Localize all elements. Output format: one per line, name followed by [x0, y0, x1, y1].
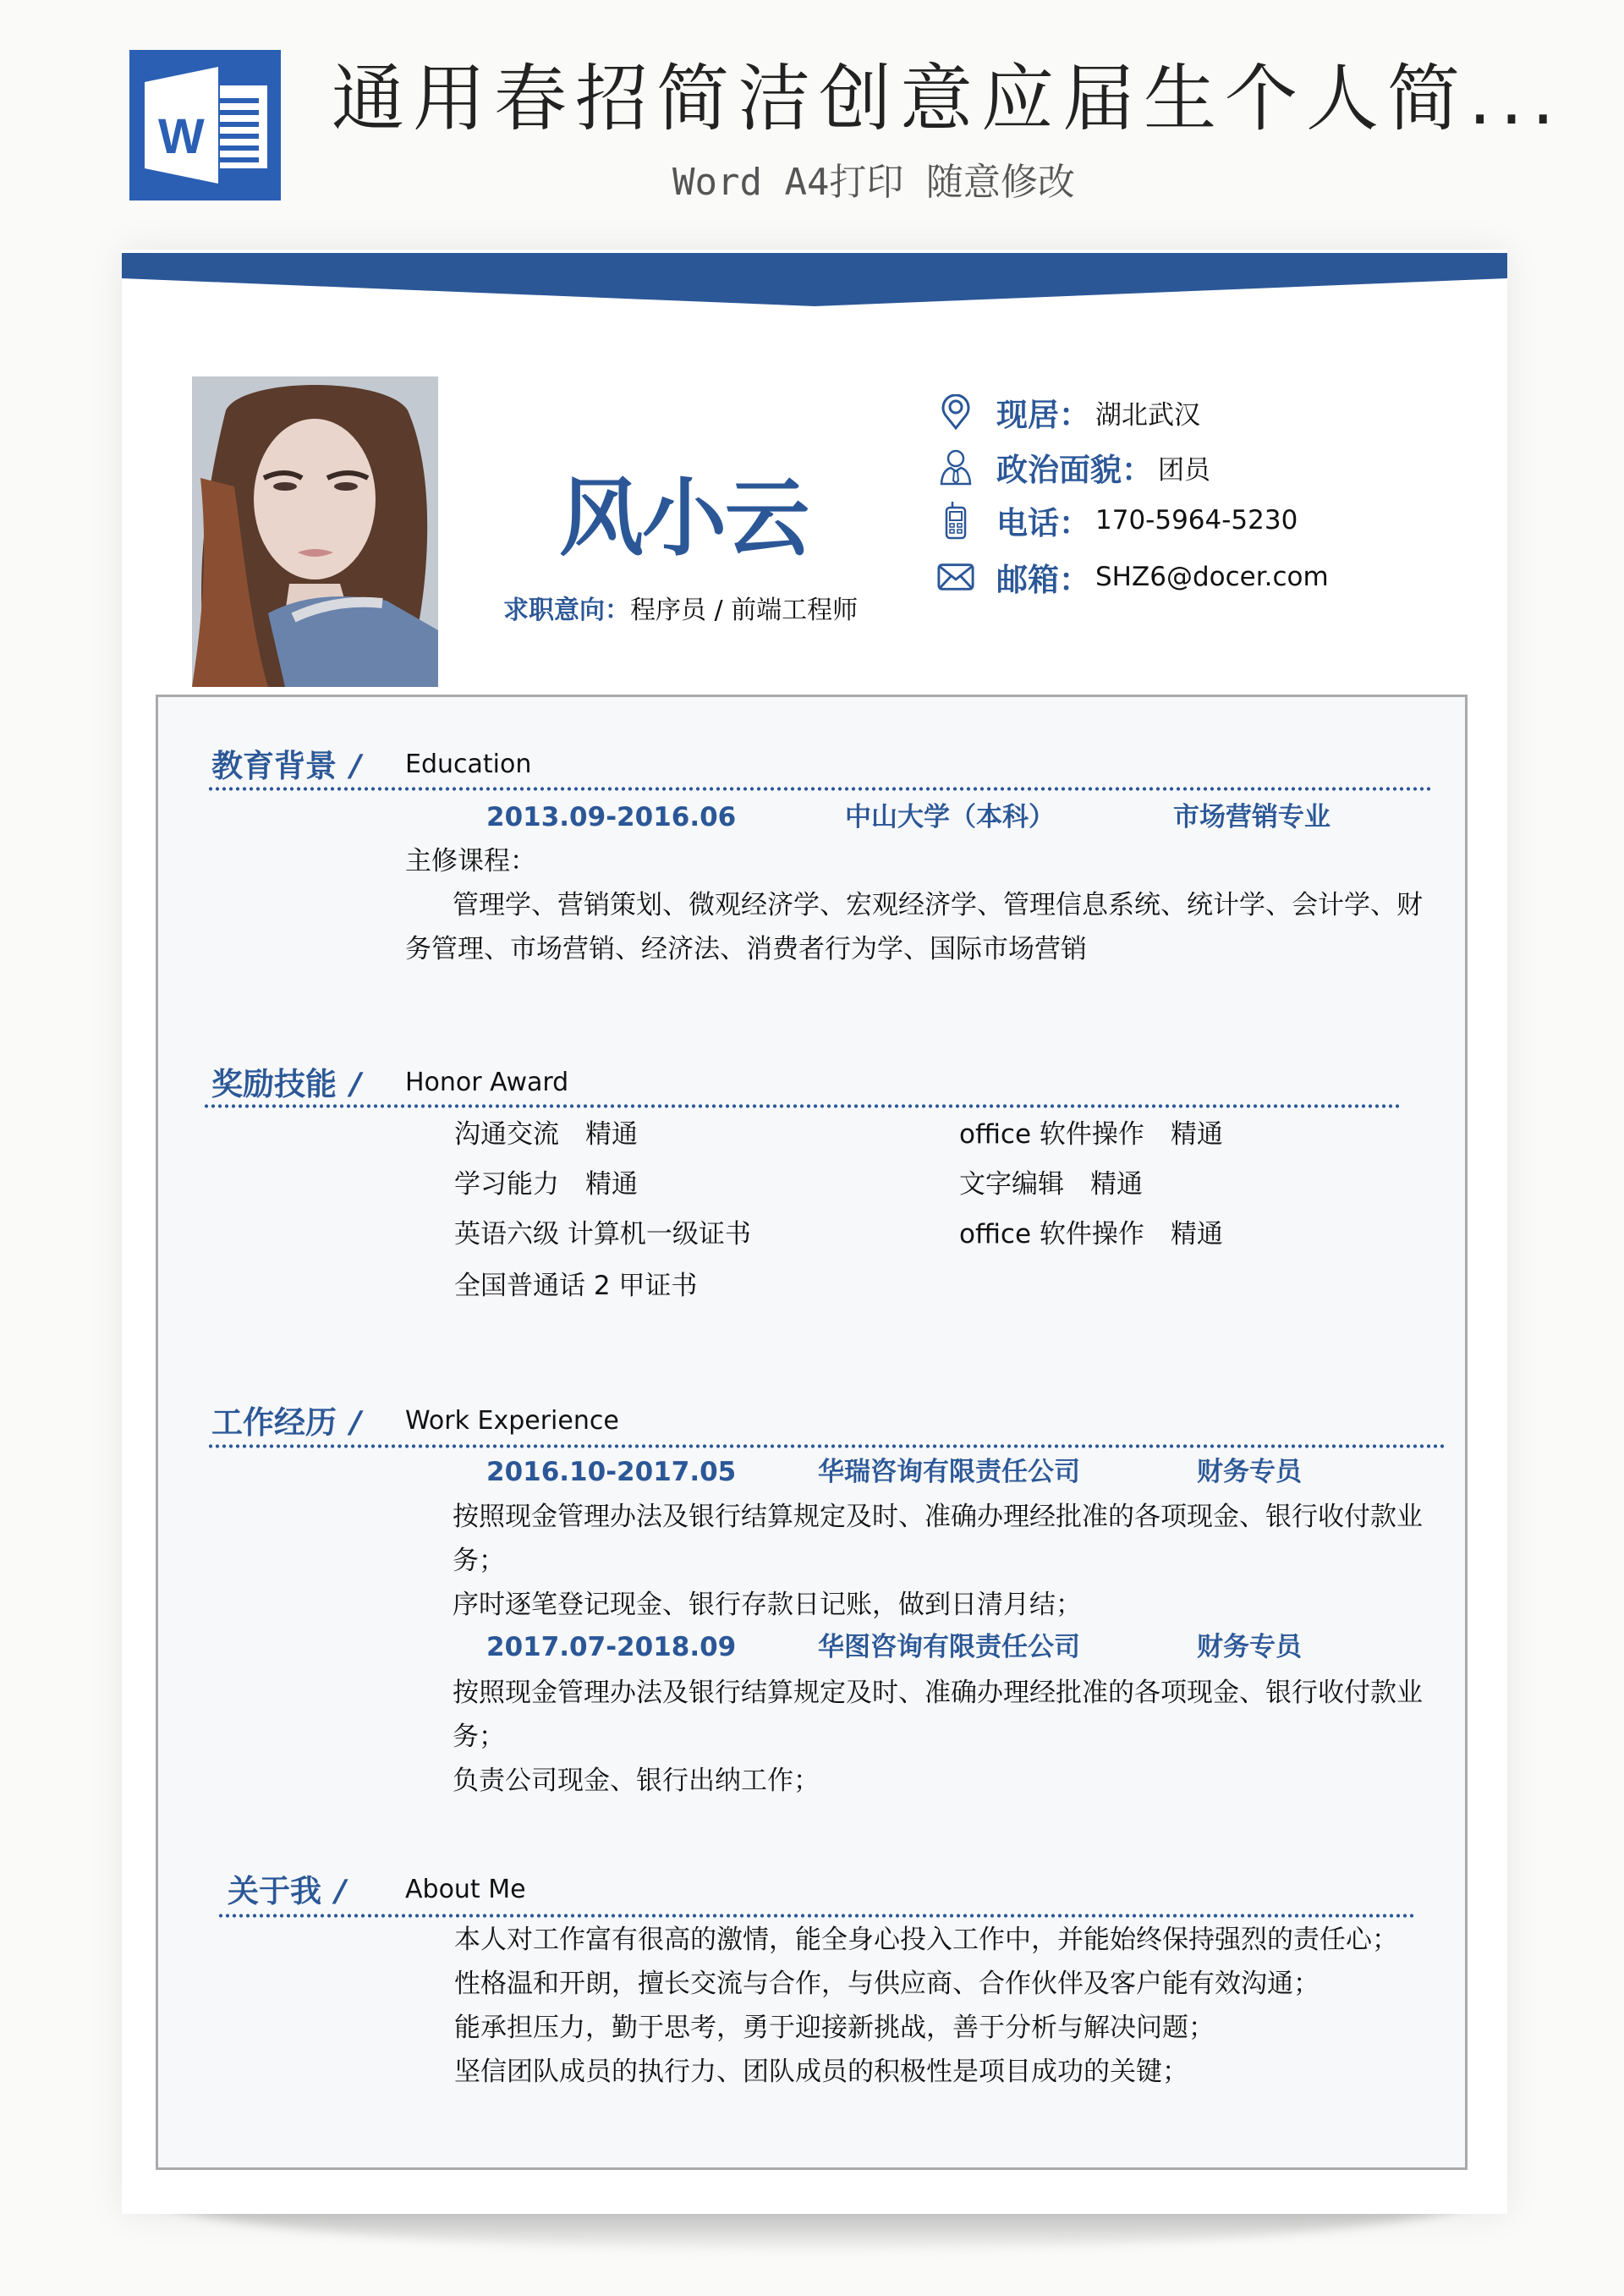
word-icon [129, 50, 281, 200]
section-title-en: Education [405, 750, 532, 779]
section-slash: / [350, 1405, 362, 1440]
job-intention-value: 程序员 / 前端工程师 [630, 596, 859, 625]
contact-label: 邮箱： [996, 562, 1090, 598]
dotted-divider [203, 1104, 1401, 1108]
job-intention-label: 求职意向： [503, 596, 630, 625]
resume-page [122, 250, 1507, 2214]
section-title-en: Honor Award [405, 1068, 569, 1097]
section-title-cn: 奖励技能 [211, 1066, 337, 1102]
job-period: 2016.10-2017.05 [486, 1457, 737, 1487]
education-school: 中山大学（本科） [845, 802, 1055, 832]
skill-item: 文字编辑 精通 [959, 1169, 1143, 1200]
job-intention [503, 593, 858, 629]
skill-item: office 软件操作 精通 [959, 1119, 1223, 1150]
job-duty: 务； [453, 1722, 505, 1752]
skill-item: 沟通交流 精通 [454, 1119, 638, 1150]
skill-item: office 软件操作 精通 [959, 1219, 1223, 1250]
contact-value: SHZ6@docer.com [1095, 562, 1329, 592]
skill-item: 学习能力 精通 [454, 1169, 638, 1200]
job-duty: 按照现金管理办法及银行结算规定及时、准确办理经批准的各项现金、银行收付款业 [453, 1502, 1423, 1532]
contact-label: 现居： [996, 397, 1090, 433]
education-major: 市场营销专业 [1173, 802, 1330, 832]
document-title: 通用春招简洁创意应届生个人简... [332, 57, 1564, 141]
about-line: 本人对工作富有很高的激情，能全身心投入工作中，并能始终保持强烈的责任心； [454, 1925, 1398, 1955]
portrait-photo [192, 376, 438, 687]
job-period: 2017.07-2018.09 [486, 1632, 737, 1662]
job-role: 财务专员 [1197, 1457, 1302, 1487]
section-title-about [228, 1869, 904, 1911]
section-title-en: Work Experience [405, 1406, 619, 1436]
candidate-name: 风小云 [559, 469, 808, 568]
section-slash: / [335, 1874, 347, 1909]
job-duty: 按照现金管理办法及银行结算规定及时、准确办理经批准的各项现金、银行收付款业 [453, 1678, 1423, 1708]
section-slash: / [350, 749, 362, 783]
contact-label: 政治面貌： [996, 452, 1153, 488]
location-pin-icon [937, 393, 974, 431]
courses-line: 务管理、市场营销、经济法、消费者行为学、国际市场营销 [405, 934, 1087, 964]
section-title-honor [211, 1062, 888, 1104]
contact-value: 170-5964-5230 [1095, 505, 1298, 536]
job-duty: 序时逐笔登记现金、银行存款日记账，做到日清月结； [453, 1590, 1082, 1620]
job-duty: 负责公司现金、银行出纳工作； [453, 1766, 820, 1796]
svg-text:W: W [158, 109, 205, 164]
contact-political-status [937, 446, 1210, 488]
document-subtitle: Word A4打印 随意修改 [672, 161, 1075, 204]
about-line: 坚信团队成员的执行力、团队成员的积极性是项目成功的关键； [454, 2057, 1188, 2087]
contact-location [937, 391, 1200, 433]
job-company: 华瑞咨询有限责任公司 [818, 1457, 1080, 1487]
section-title-work [211, 1400, 888, 1442]
envelope-icon [937, 558, 974, 596]
contact-label: 电话： [996, 505, 1090, 541]
courses-line: 管理学、营销策划、微观经济学、宏观经济学、管理信息系统、统计学、会计学、财 [453, 890, 1423, 920]
courses-label: 主修课程： [405, 846, 536, 876]
skill-item: 英语六级 计算机一级证书 [454, 1219, 751, 1250]
dotted-divider [207, 787, 1434, 791]
skill-item: 全国普通话 2 甲证书 [454, 1271, 698, 1301]
section-title-education [211, 744, 888, 786]
about-line: 性格温和开朗，擅长交流与合作，与供应商、合作伙伴及客户能有效沟通； [454, 1969, 1320, 1999]
section-title-en: About Me [405, 1875, 526, 1904]
job-role: 财务专员 [1197, 1632, 1302, 1662]
contact-phone [937, 499, 1298, 541]
job-company: 华图咨询有限责任公司 [818, 1632, 1080, 1662]
education-period: 2013.09-2016.06 [486, 802, 737, 832]
section-title-cn: 工作经历 [211, 1404, 337, 1441]
section-title-cn: 关于我 [228, 1873, 321, 1909]
job-duty: 务； [453, 1546, 505, 1576]
about-line: 能承担压力，勤于思考，勇于迎接新挑战，善于分析与解决问题； [454, 2013, 1215, 2043]
dotted-divider [207, 1444, 1447, 1448]
section-title-cn: 教育背景 [211, 748, 337, 784]
contact-value: 湖北武汉 [1095, 399, 1200, 431]
contact-value: 团员 [1158, 454, 1210, 486]
mobile-phone-icon [937, 502, 974, 539]
contact-email [937, 556, 1329, 598]
header-band [122, 253, 1507, 309]
person-icon [937, 448, 974, 486]
section-slash: / [350, 1067, 362, 1101]
